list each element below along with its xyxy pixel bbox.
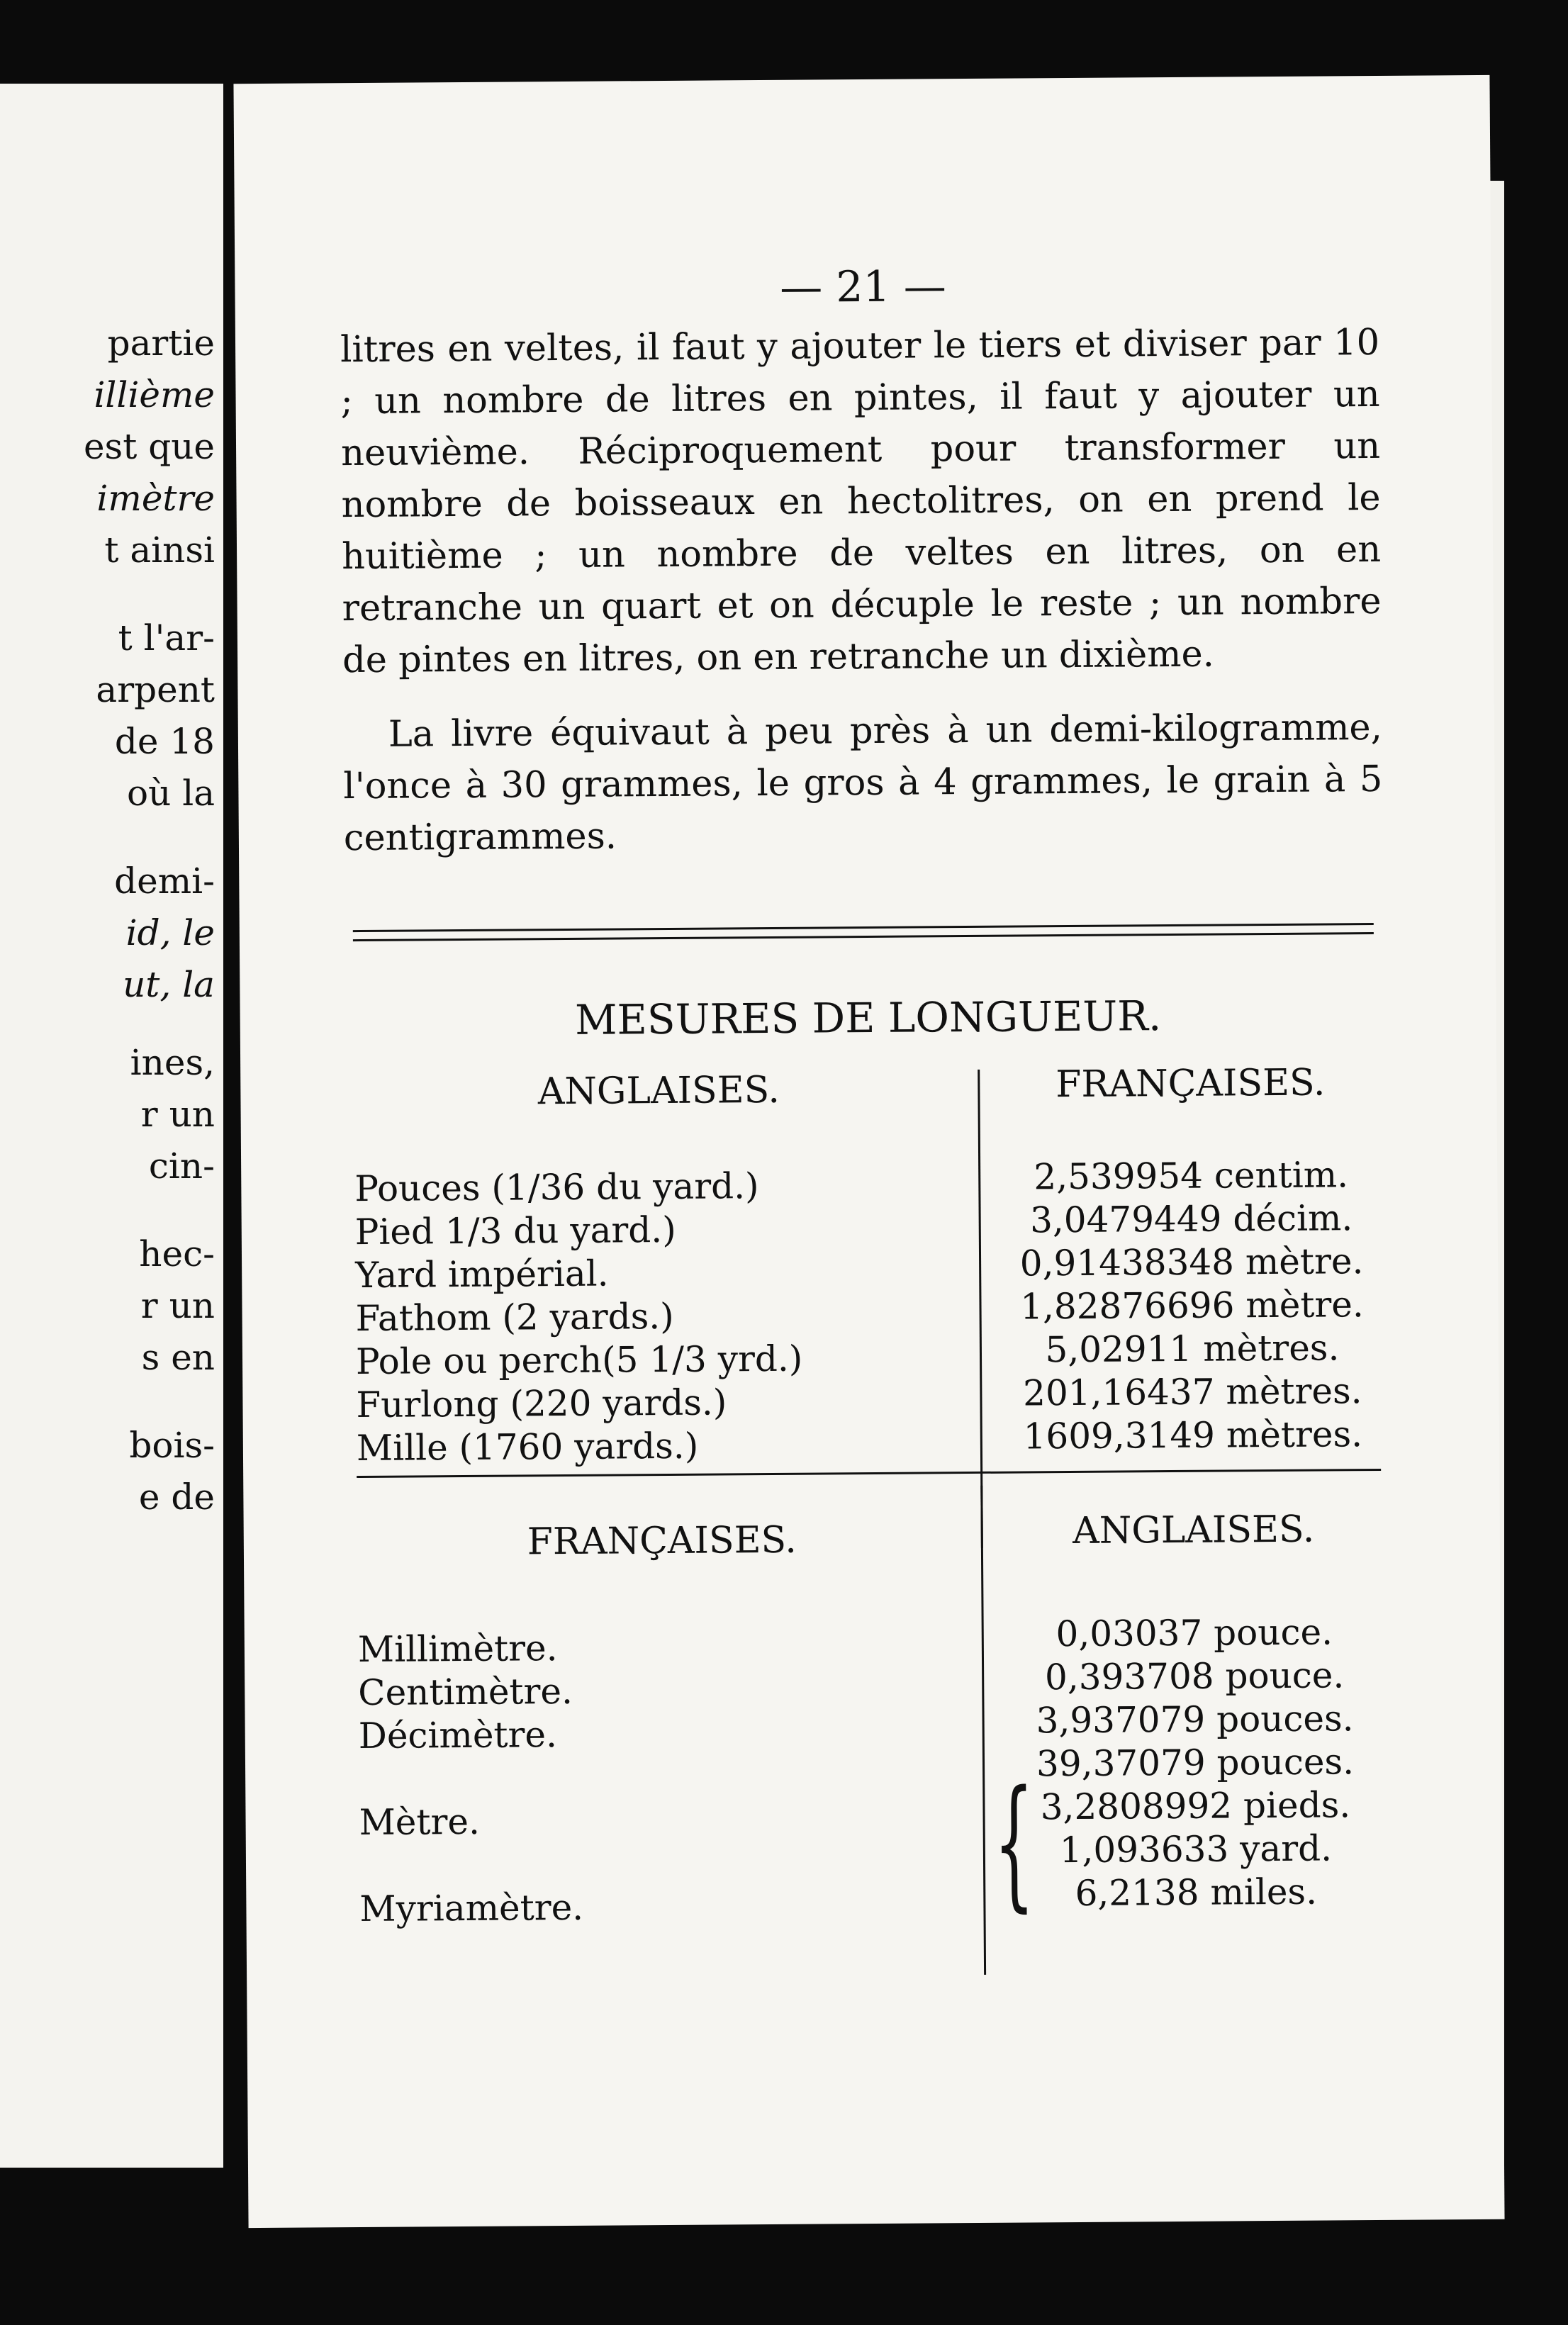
table-cell: 3,0479449 décim. [1029,1197,1353,1241]
left-line: où la [127,773,215,814]
brace-icon: { [992,1760,1035,1926]
double-rule [353,923,1374,941]
table-cell: 0,393708 pouce. [1044,1654,1345,1698]
table-cell: 1609,3149 mètres. [1023,1413,1363,1457]
paragraph: litres en veltes, il faut y ajouter le tiers et diviser par 10 ; un nombre de litres en pintes, il faut y ajouter un neuvième. Réciproquement pour transformer un nombre de boisseaux en hectolitres, on en prend le huitième ; un nombre de veltes en litres, on en retranche un quart et on décuple le reste ; un nombre de pintes en litres, on en retranche un dixième. [340,321,1382,682]
table-cell: Myriamètre. [359,1886,584,1930]
column-header-right: FRANÇAISES. [1055,1061,1326,1107]
section-divider [357,1469,1381,1478]
left-line: ines, [130,1042,215,1083]
french-units-list [358,1627,584,1931]
table-cell: Millimètre. [357,1628,558,1671]
table-cell: Yard impérial. [354,1253,609,1296]
previous-page-line-endings [84,318,215,1523]
page [233,75,1504,2228]
left-line: arpent [96,669,215,710]
left-line: cin- [148,1145,215,1187]
table-cell: 6,2138 miles. [1075,1871,1318,1914]
left-line: e de [138,1477,215,1518]
table-cell: Furlong (220 yards.) [356,1382,727,1426]
column-header-left: FRANÇAISES. [527,1518,797,1564]
table-cell: 1,82876696 mètre. [1020,1284,1365,1328]
left-line: ut, la [123,964,215,1005]
column-divider [978,1070,983,1548]
left-line: de 18 [114,721,215,762]
table-cell [359,1843,583,1888]
french-equivalents-list [992,1153,1391,1459]
table-cell: Mille (1760 yards.) [356,1425,699,1469]
table-cell: 0,03037 pouce. [1055,1611,1333,1655]
table-cell: Fathom (2 yards.) [355,1295,674,1340]
column-divider [980,1486,986,1975]
left-line: r un [140,1285,215,1326]
left-line: t ainsi [104,530,215,571]
left-line: t l'ar- [118,617,215,659]
left-line: s en [141,1337,215,1378]
left-line: partie [107,323,215,364]
table-cell: 3,2808992 pieds. [1040,1784,1351,1828]
table-cell: Mètre. [359,1800,481,1844]
page-number: — 21 — [779,262,946,313]
column-header-right: ANGLAISES. [1072,1508,1315,1553]
left-line: r un [140,1094,215,1135]
table-cell: 3,937079 pouces. [1036,1698,1354,1742]
table-cell: Pouces (1/36 du yard.) [354,1165,759,1210]
table-cell: 1,093633 yard. [1059,1827,1333,1871]
english-equivalents-list [996,1610,1395,1916]
paragraph: La livre équivaut à peu près à un demi-kilogramme, l'once à 30 grammes, le gros à 4 grammes, le grain à 5 centigrammes. [343,706,1383,860]
left-line: bois- [129,1425,215,1466]
left-line: illième [94,374,215,415]
table-cell: 0,91438348 mètre. [1019,1240,1364,1284]
left-line: imètre [96,478,215,519]
left-line: hec- [139,1233,215,1274]
table-cell [359,1757,583,1801]
table-cell: Décimètre. [358,1714,558,1757]
left-line: est que [83,426,215,467]
previous-page-fragment [0,84,223,2168]
column-header-left: ANGLAISES. [537,1068,780,1114]
english-units-list [354,1165,803,1470]
table-title: MESURES DE LONGUEUR. [574,992,1162,1044]
left-line: demi- [114,861,215,902]
table-cell: Centimètre. [358,1670,573,1714]
table-cell: 201,16437 mètres. [1022,1370,1362,1414]
table-cell: 39,37079 pouces. [1036,1741,1355,1785]
table-cell: Pied 1/3 du yard.) [354,1209,676,1253]
body-text [340,317,1383,864]
table-cell: Pole ou perch(5 1/3 yrd.) [355,1338,803,1383]
left-line: id, le [125,912,215,953]
table-cell: 2,539954 centim. [1034,1154,1349,1198]
table-cell: 5,02911 mètres. [1045,1327,1340,1371]
